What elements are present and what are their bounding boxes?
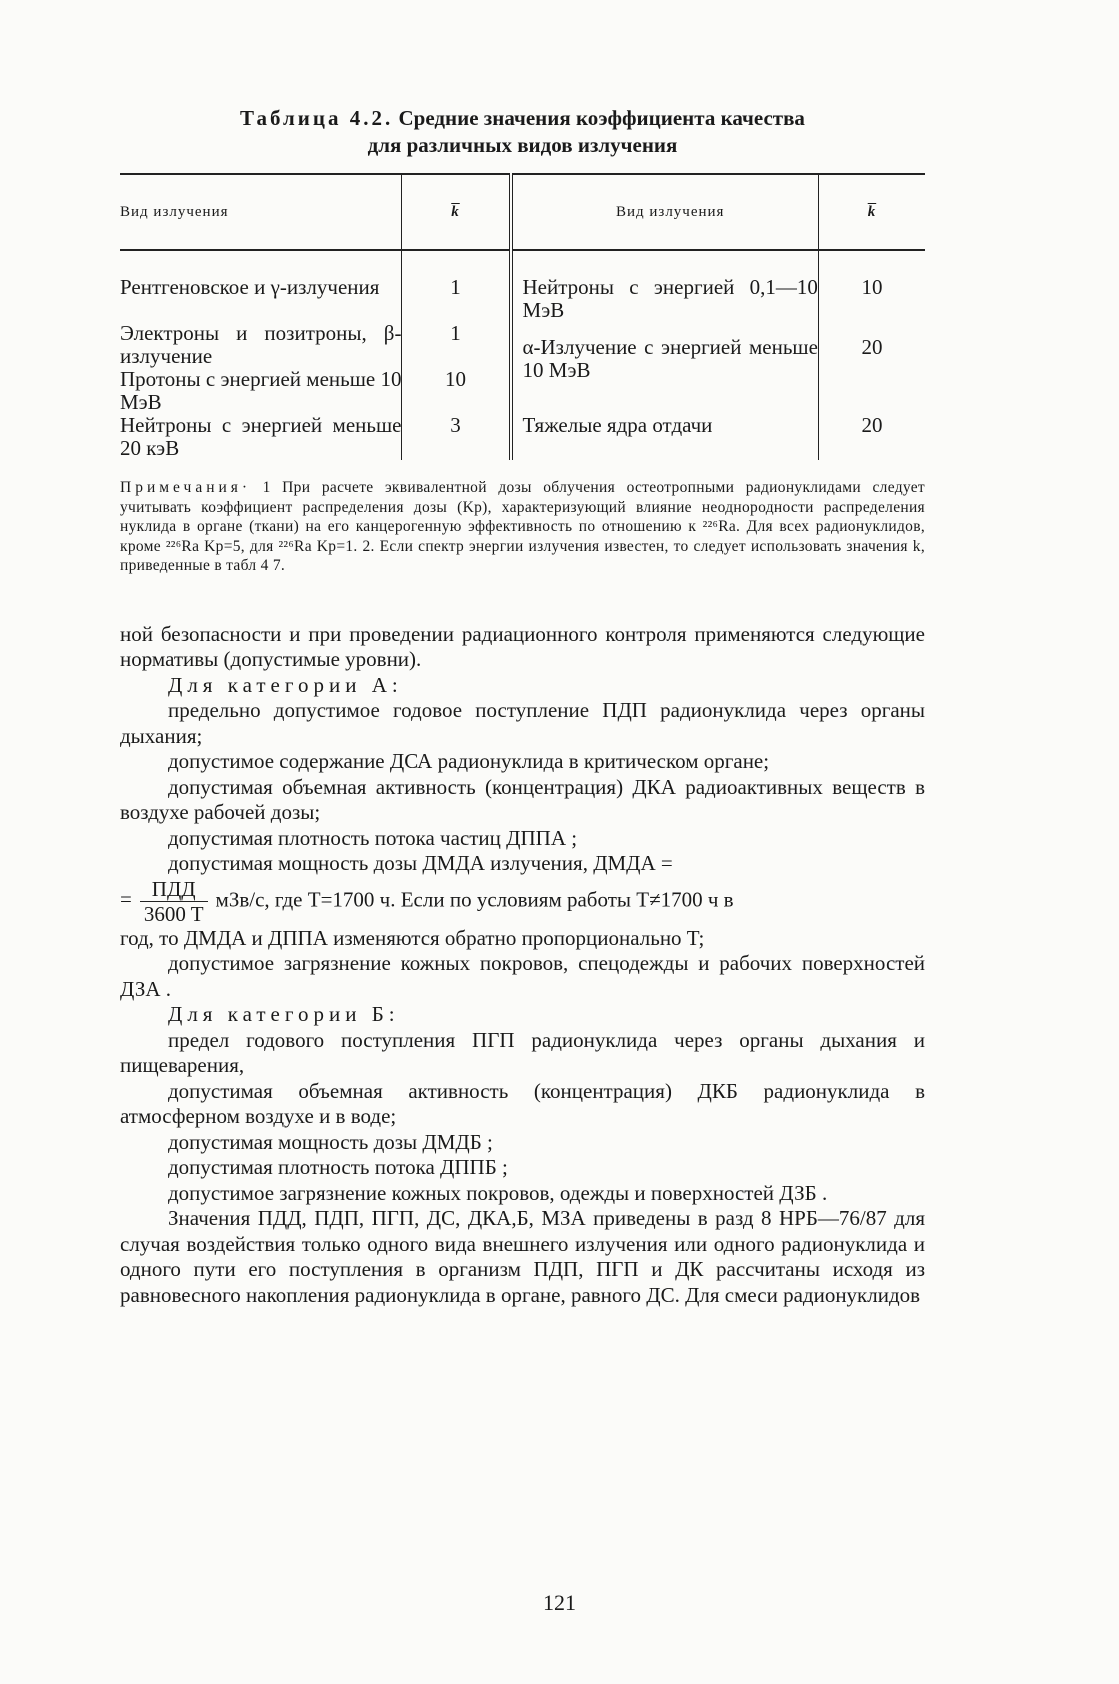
cell-k: 20 [861,335,883,359]
table-note [120,478,925,576]
cell-type: Тяжелые ядра отдачи [511,414,819,460]
list-item: допустимая объемная активность (концентрация) ДКБ радионуклида в атмосферном воздухе и в воде; [120,1078,925,1128]
cell-k: 10 [861,275,883,299]
table-row [120,414,925,460]
fraction [140,877,208,926]
list-item: допустимая плотность потока ДППБ ; [168,1155,508,1179]
fraction-numerator: ПДД [140,877,208,902]
cell-k: 10 [402,368,511,414]
table-row [120,322,925,368]
cell-k: 3 [402,414,511,460]
paragraph: год, то ДМДА и ДППА изменяются обратно пропорционально T; [120,925,705,950]
paragraph: Значения ПДД, ПДП, ПГП, ДС, ДКА,Б, МЗА приведены в разд 8 НРБ—76/87 для случая воздействия только одного вида внешнего излучения или одного радионуклида и одного пути его поступления в организм ПДП, ПГП и ДК рассчитаны исходя из равновесного накопления радионуклида в органе, равного ДС. Для смеси радионуклидов [120,1206,925,1307]
cell-k: 20 [861,413,883,437]
note-label: Примечания· [120,479,252,496]
header-k-left: $\overline{k}$ [402,174,511,250]
list-item: допустимое загрязнение кожных покровов, одежды и поверхностей ДЗБ . [168,1180,828,1205]
cell-k: 1 [402,322,511,368]
cell-type: Нейтроны с энергией 0,1—10 МэВ [511,250,819,322]
header-radiation-type-right: Вид излучения [511,174,819,250]
paragraph: ной безопасности и при проведении радиационного контроля применяются следующие нормативы (допустимые уровни). [120,621,925,671]
page-number: 121 [543,1590,576,1615]
table-header-row [120,174,925,250]
table-title-line1: Средние значения коэффициента качества [398,106,805,130]
cell-type: α-Излучение с энергией меньше 10 МэВ [511,322,819,414]
cell-type: Электроны и позитроны, β-излучение [120,321,402,368]
fraction-denominator: 3600 T [143,901,204,926]
list-item: допустимая мощность дозы ДМДА излучения, ДМДА = [168,851,673,875]
category-b-heading: Для категории Б: [168,1002,400,1026]
formula-line: = $\frac{\text{ПДД}}{3600 T}$ мЗв/с, где T=1700 ч. Если по условиям работы T≠1700 ч в [120,876,734,926]
category-a-heading: Для категории А: [168,672,403,697]
coefficient-table [120,173,925,460]
list-item: допустимое содержание ДСА радионуклида в критическом органе; [168,749,770,773]
formula-text: мЗв/с, где T=1700 ч. Если по условиям работы T≠1700 ч в [215,886,734,911]
list-item: предел годового поступления ПГП радионуклида через органы дыхания и пищеварения, [120,1027,925,1077]
table-label: Таблица 4.2. [240,106,394,130]
list-item: допустимая плотность потока частиц ДППА ; [168,825,578,850]
table-title-line2: для различных видов излучения [367,133,678,157]
header-k-right: $\overline{k}$ [818,174,925,250]
table-caption [120,105,925,159]
table-row [120,250,925,322]
header-radiation-type-left: Вид излучения [120,174,402,250]
page-content [120,105,925,1308]
body-text [120,622,925,1309]
list-item: допустимая объемная активность (концентрация) ДКА радиоактивных веществ в воздухе рабочей дозы; [120,774,925,824]
cell-k: 1 [402,250,511,322]
cell-type: Рентгеновское и γ-излучения [120,250,402,322]
note-text: 1 При расчете эквивалентной дозы облучения остеотропными радионуклидами следует учитывать коэффициент распределения дозы (Kр), характеризующий влияние неоднородности распределения нуклида в органе (ткани) на его канцерогенную эффективность по отношению к ²²⁶Ra. Для всех радионуклидов, кроме ²²⁶Ra Kр=5, для ²²⁶Ra Kр=1. 2. Если спектр энергии излучения известен, то следует использовать значения k, приведенные в табл 4 7. [120,479,925,574]
list-item: допустимая мощность дозы ДМДБ ; [168,1129,493,1154]
list-item: предельно допустимое годовое поступление ПДП радионуклида через органы дыхания; [120,698,925,748]
list-item: допустимое загрязнение кожных покровов, спецодежды и рабочих поверхностей ДЗА . [120,951,925,1001]
cell-type: Протоны с энергией меньше 10 МэВ [120,367,402,414]
cell-type: Нейтроны с энергией меньше 20 кэВ [120,413,402,460]
